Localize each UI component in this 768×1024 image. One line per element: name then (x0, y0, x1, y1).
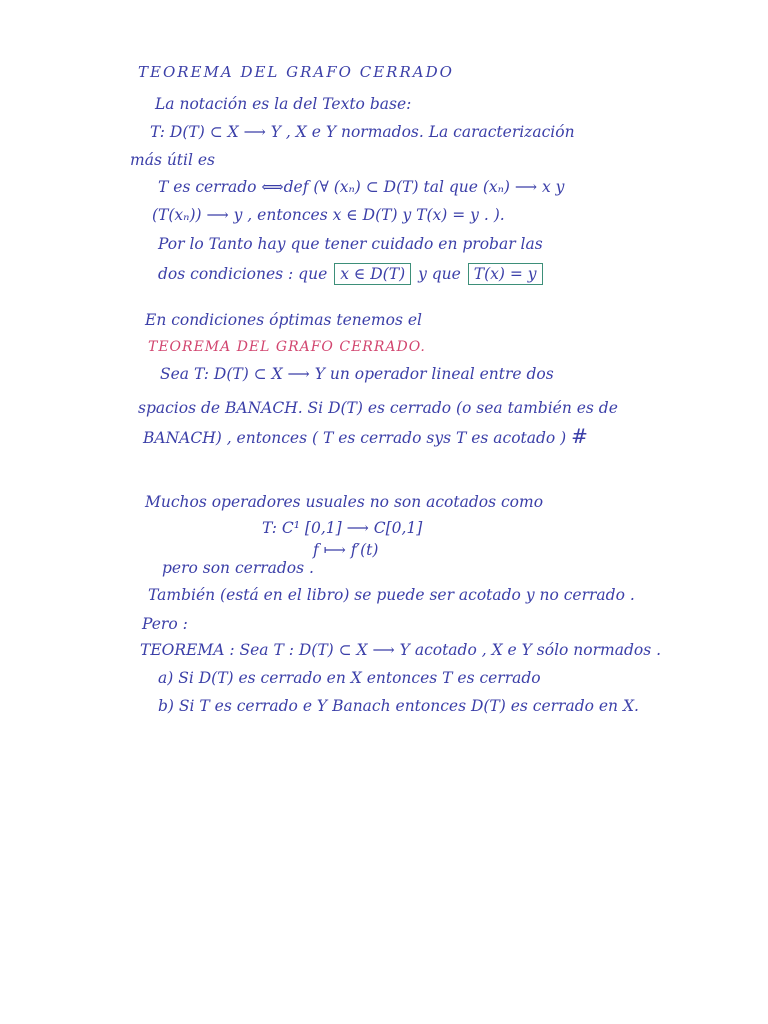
text-line-item-b: b) Si T es cerrado e Y Banach entonces D(T) es cerrado en X. (158, 697, 639, 715)
conditions-and-text: y que (418, 265, 461, 283)
text-line-but: Pero : (142, 615, 188, 633)
text-line-let-t: Sea T: D(T) ⊂ X ⟶ Y un operador lineal entre dos (160, 365, 554, 383)
text-line-also: También (está en el libro) se puede ser acotado y no cerrado . (148, 586, 635, 604)
theorem-heading: TEOREMA DEL GRAFO CERRADO. (148, 339, 426, 355)
text-line-derivative-rule: f ⟼ f′(t) (313, 541, 379, 559)
text-line-item-a: a) Si D(T) es cerrado en X entonces T es cerrado (158, 669, 541, 687)
text-line-many-operators: Muchos operadores usuales no son acotados como (145, 493, 544, 511)
text-line-optimal: En condiciones óptimas tenemos el (145, 311, 422, 329)
text-line-closed-def-cont: (T(xₙ)) ⟶ y , entonces x ∈ D(T) y T(x) = y . ). (152, 206, 505, 224)
text-line-most-useful: más útil es (130, 151, 216, 169)
conditions-text: dos condiciones : que (158, 265, 328, 283)
text-line-closed-def: T es cerrado ⟺def (∀ (xₙ) ⊂ D(T) tal que (xₙ) ⟶ x y (158, 178, 565, 196)
text-line-notation: La notación es la del Texto base: (155, 95, 412, 113)
text-line-conditions (158, 263, 545, 285)
text-line-care: Por lo Tanto hay que tener cuidado en probar las (158, 235, 543, 253)
text-line-operator-def: T: D(T) ⊂ X ⟶ Y , X e Y normados. La caracterización (150, 123, 575, 141)
text-line-derivative-map: T: C¹ [0,1] ⟶ C[0,1] (262, 519, 423, 537)
then-text: BANACH) , entonces ( T es cerrado sys T es acotado ) (143, 429, 567, 447)
condition-box-domain: x ∈ D(T) (334, 263, 411, 285)
text-line-then (143, 426, 588, 448)
text-line-but-closed: pero son cerrados . (162, 559, 314, 577)
text-line-banach-spaces: spacios de BANACH. Si D(T) es cerrado (o sea también es de (138, 399, 618, 417)
end-mark: # (571, 424, 588, 448)
condition-box-value: T(x) = y (468, 263, 543, 285)
page-title: TEOREMA DEL GRAFO CERRADO (138, 63, 454, 81)
text-line-theorem-bounded: TEOREMA : Sea T : D(T) ⊂ X ⟶ Y acotado , X e Y sólo normados . (140, 641, 662, 659)
